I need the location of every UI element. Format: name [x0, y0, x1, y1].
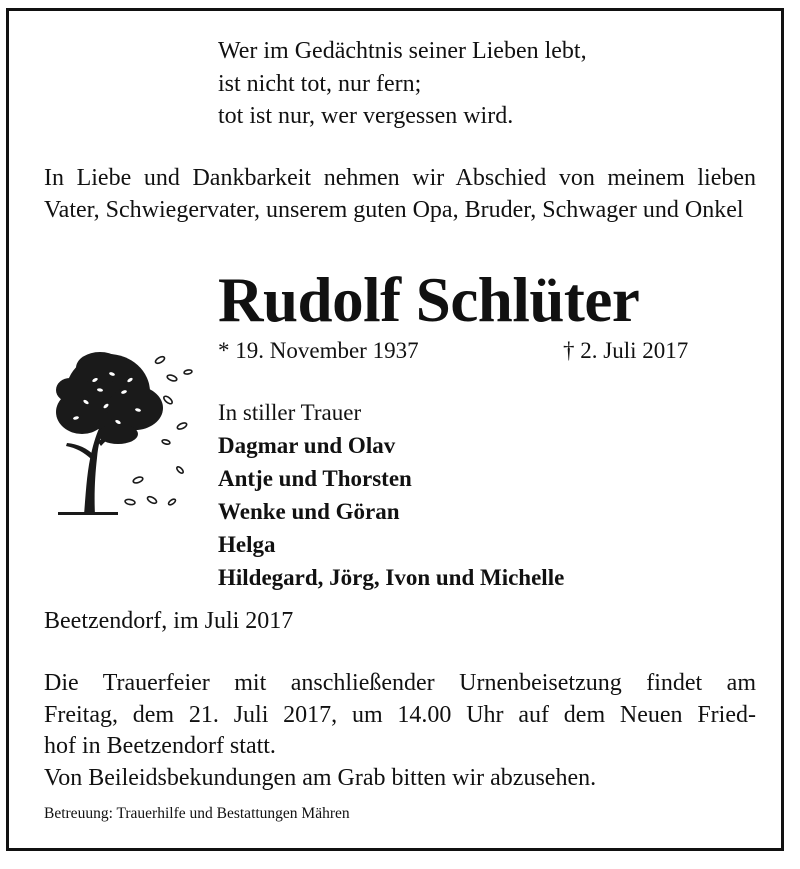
- funeral-notice: [44, 668, 756, 794]
- funeral-home-credit: Betreuung: Trauerhilfe und Bestattungen Mähren: [44, 805, 350, 822]
- notice-line: Freitag, dem 21. Juli 2017, um 14.00 Uhr auf dem Neuen Fried-: [44, 701, 756, 728]
- mourning-intro: In stiller Trauer: [218, 400, 362, 425]
- condolence-request: Von Beileidsbekundungen am Grab bitten wir abzusehen.: [44, 764, 597, 791]
- birth-date: * 19. November 1937: [218, 338, 419, 363]
- notice-line: Die Trauerfeier mit anschließender Urnenbeisetzung findet am: [44, 670, 756, 696]
- poem-line: ist nicht tot, nur fern;: [218, 70, 422, 97]
- wind-blown-tree-icon: [40, 330, 196, 520]
- place-date: Beetzendorf, im Juli 2017: [44, 608, 294, 634]
- intro-text: In Liebe und Dankbarkeit nehmen wir Abschied von meinem lieben Vater, Schwiegervater, unserem guten Opa, Bruder, Schwager und Onkel: [44, 165, 756, 223]
- notice-line: hof in Beetzendorf statt.: [44, 733, 276, 759]
- mourner-name: Helga: [218, 532, 276, 557]
- mourner-name: Hildegard, Jörg, Ivon und Michelle: [218, 565, 565, 590]
- poem-line: Wer im Gedächtnis seiner Lieben lebt,: [218, 38, 587, 64]
- poem-line: tot ist nur, wer vergessen wird.: [218, 103, 514, 129]
- mourner-name: Antje und Thorsten: [218, 466, 412, 491]
- mourner-name: Wenke und Göran: [218, 499, 400, 524]
- mourner-name: Dagmar und Olav: [218, 433, 396, 458]
- mourners-block: [218, 396, 564, 594]
- death-date: † 2. Juli 2017: [563, 338, 689, 363]
- poem: [218, 35, 587, 133]
- deceased-name: Rudolf Schlüter: [218, 265, 640, 335]
